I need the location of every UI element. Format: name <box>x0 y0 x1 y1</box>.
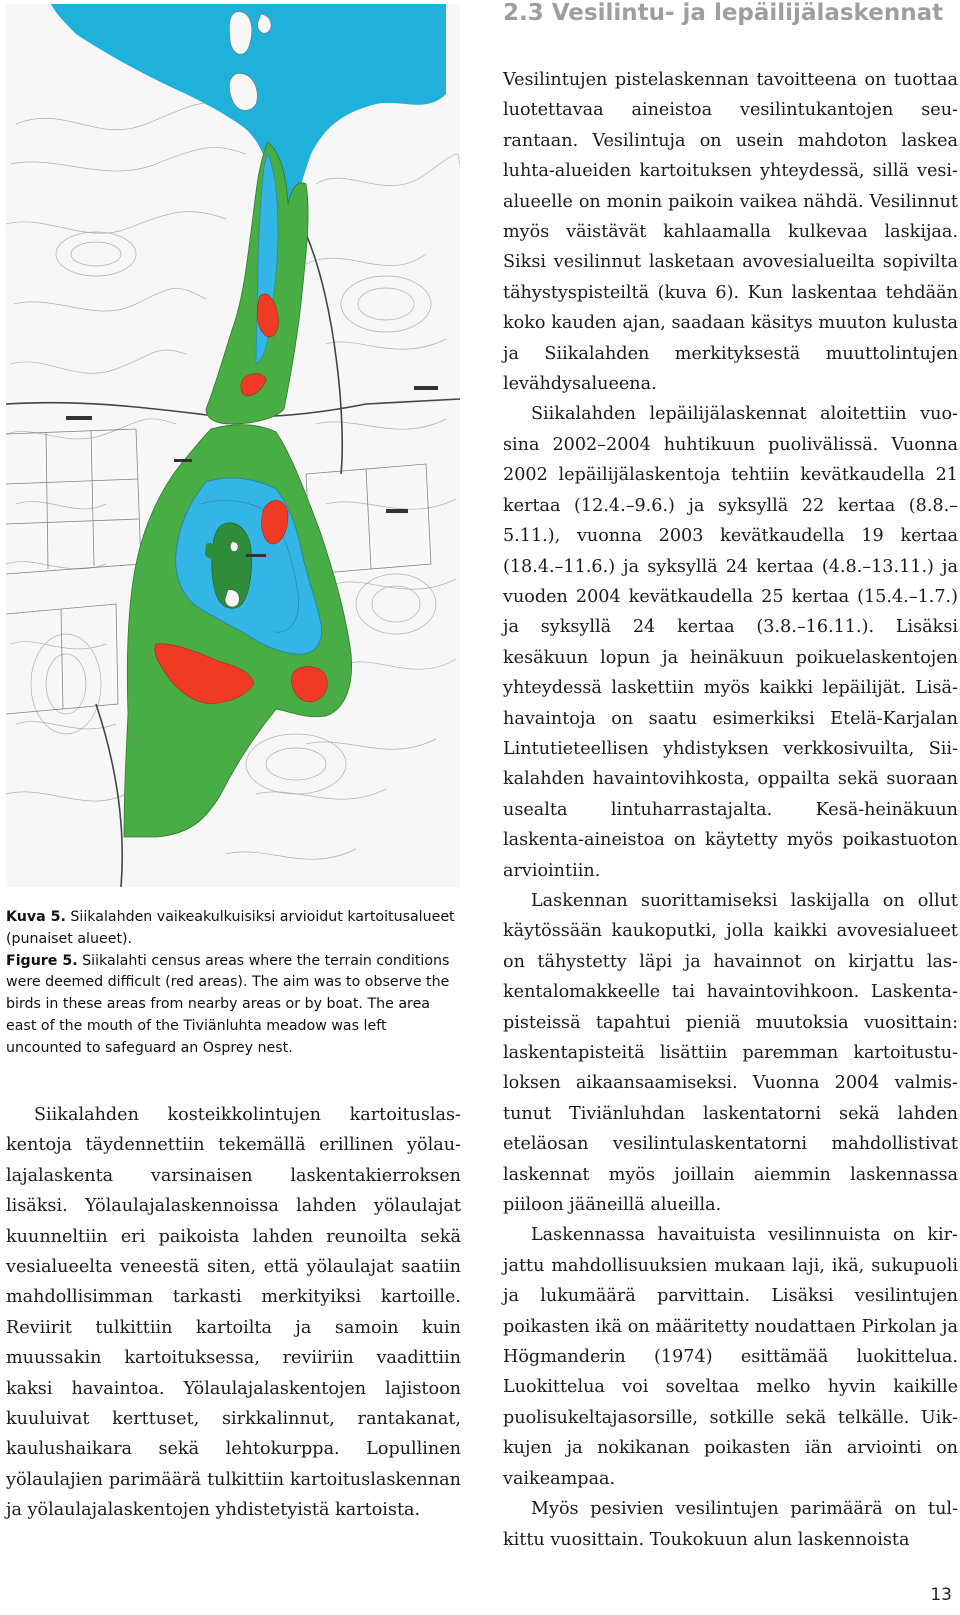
caption-english <box>6 951 464 1060</box>
figure-caption <box>6 907 464 1060</box>
body-paragraph: Laskennassa havaituista vesilinnuista on kirjattu mahdollisuuksien mukaan laji, ikä, sukupuoli ja lukumäärä parvittain. Lisäksi vesilintujen poikasten ikä on määritetty noudattaen Pirkolan ja Högmanderin (1974) esittämää luokittelua. Luokittelua voi soveltaa melko hyvin kaikille puolisukeltajasorsille, sotkille sekä telkälle. Uikkujen ja nokikanan poikasten iän arviointi on vaikeampaa. <box>503 1225 958 1489</box>
caption-en-text: Siikalahti census areas where the terrain conditions were deemed difficult (red areas). The aim was to observe the birds in these areas from nearby areas or by boat. The area east of the mouth of the Tiviänluhta meadow was left uncounted to safeguard an Osprey nest. <box>6 952 450 1056</box>
section-heading: 2.3 Vesilintu- ja lepäilijälaskennat <box>503 0 944 26</box>
census-map-figure <box>6 4 460 887</box>
right-column-text <box>503 65 958 1555</box>
caption-en-label: Figure 5. <box>6 952 78 969</box>
body-paragraph: Vesilintujen pistelaskennan tavoitteena on tuottaa luotettavaa aineistoa vesilintukantojen seurantaan. Vesilintuja on usein mahdoton laskea luhta-alueiden kartoituksen yhteydessä, sillä vesialueelle on monin paikoin vaikea nähdä. Vesilinnut myös väistävät kahlaamalla kulkevaa laskijaa. Siksi vesilinnut lasketaan avovesialueilta sopivilta tähystyspisteiltä (kuva 6). Kun laskentaa tehdään koko kauden ajan, saadaan käsitys muuton kulusta ja Siikalahden merkityksestä muuttolintujen levähdysalueena. <box>503 70 958 395</box>
body-paragraph: Myös pesivien vesilintujen parimäärä on tulkittu vuosittain. Toukokuun alun laskennoista <box>503 1499 958 1550</box>
island <box>229 12 251 55</box>
body-paragraph: Laskennan suorittamiseksi laskijalla on ollut käytössään kaukoputki, jolla kaikki avovesialueet on tähystetty läpi ja havainnot on kirjattu laskentalomakkeelle tai havaintovihkoon. Laskentapisteissä tapahtui pieniä muutoksia vuosittain: laskentapisteitä lisättiin paremman kartoitustuloksen aikaansaamiseksi. Vuonna 2004 valmistunut Tiviänluhdan laskentatorni sekä lahden eteläosan vesilintulaskentatorni mahdollistivat laskennat myös joillain aiemmin laskennassa piiloon jääneillä alueilla. <box>503 890 958 1216</box>
page-number: 13 <box>930 1585 952 1605</box>
caption-fi-text: Siikalahden vaikeakulkuisiksi arvioidut kartoitusalueet (punaiset alueet). <box>6 909 455 947</box>
caption-fi-label: Kuva 5. <box>6 909 66 925</box>
body-paragraph: Siikalahden kosteikkolintujen kartoituslaskentoja täydennettiin tekemällä erillinen yölaulajalaskenta varsinaisen laskentakierroksen lisäksi. Yölaulajalaskennoissa lahden yölaulajat kuunneltiin eri paikoista lahden reunoilta sekä vesialueelta veneestä siten, että yölaulajat saatiin mahdollisimman tarkasti merkityiksi kartoille. Reviirit tulkittiin kartoilta ja samoin kuin muussakin kartoituksessa, reviiriin vaadittiin kaksi havaintoa. Yölaulajalaskentojen lajistoon kuuluivat kerttuset, sirkkalinnut, rantakanat, kaulushaikara sekä lehtokurppa. Lopullinen yölaulajien parimäärä tulkittiin kartoituslaskennan ja yölaulajalaskentojen yhdistetyistä kartoista. <box>6 1105 461 1521</box>
caption-finnish <box>6 907 464 951</box>
lake-island <box>230 542 238 552</box>
left-column-text <box>6 1100 461 1526</box>
body-paragraph: Siikalahden lepäilijälaskennat aloitettiin vuosina 2002–2004 huhtikuun puolivälissä. Vuonna 2002 lepäilijälaskentoja tehtiin kevätkaudella 21 kertaa (12.4.–9.6.) ja syksyllä 22 kertaa (8.8.–5.11.), vuonna 2003 kevätkaudella 19 kertaa (18.4.–11.6.) ja syksyllä 24 kertaa (4.8.–13.11.) ja vuoden 2004 kevätkaudella 25 kertaa (15.4.–1.7.) ja syksyllä 24 kertaa (3.8.–16.11.). Lisäksi kesäkuun lopun ja heinäkuun poikuelaskentojen yhteydessä laskettiin myös kaikki lepäilijät. Lisähavaintoja on saatu esimerkiksi Etelä-Karjalan Lintutieteellisen yhdistyksen verkkosivuilta, Siikalahden havaintovihkosta, oppailta sekä suoraan usealta lintuharrastajalta. Kesä-heinäkuun laskenta-aineistoa on käytetty myös poikastuoton arviointiin. <box>503 404 958 881</box>
